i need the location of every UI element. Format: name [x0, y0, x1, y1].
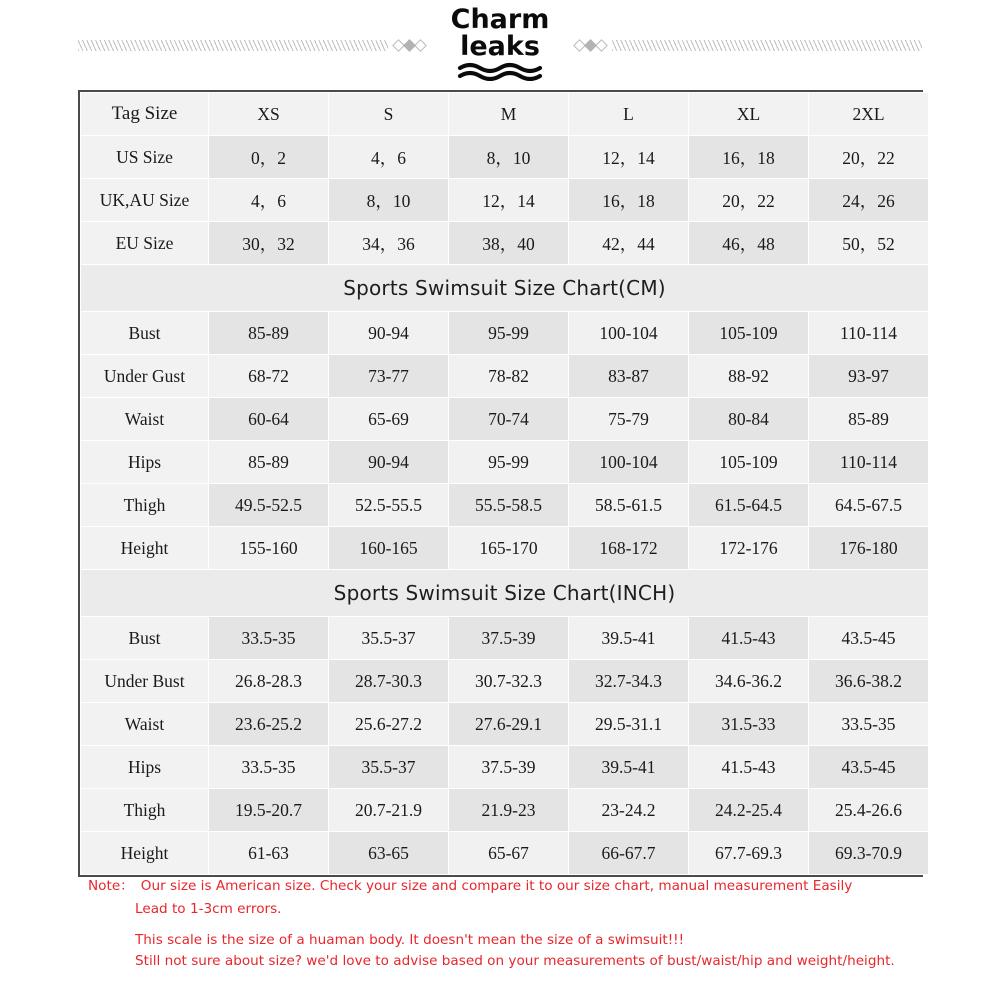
row-header-cm: Thigh [81, 484, 208, 526]
cell-inch: 66-67.7 [569, 832, 688, 874]
cell-cm: 52.5-55.5 [329, 484, 448, 526]
cell-size: 50，52 [809, 222, 928, 264]
cell-cm: 49.5-52.5 [209, 484, 328, 526]
column-header-size: XS [209, 93, 328, 135]
wave-icon [0, 62, 1000, 81]
cell-size: 8，10 [329, 179, 448, 221]
cell-inch: 39.5-41 [569, 746, 688, 788]
cell-inch: 26.8-28.3 [209, 660, 328, 702]
table-row [81, 355, 928, 397]
size-chart-table [80, 92, 929, 875]
row-header-size: EU Size [81, 222, 208, 264]
brand-name-line2: leaks [460, 30, 540, 62]
row-header-inch: Thigh [81, 789, 208, 831]
cell-cm: 58.5-61.5 [569, 484, 688, 526]
cell-cm: 90-94 [329, 441, 448, 483]
cell-inch: 29.5-31.1 [569, 703, 688, 745]
cell-size: 46，48 [689, 222, 808, 264]
cell-inch: 39.5-41 [569, 617, 688, 659]
cell-cm: 100-104 [569, 312, 688, 354]
table-row [81, 312, 928, 354]
cell-inch: 43.5-45 [809, 746, 928, 788]
cell-size: 4，6 [209, 179, 328, 221]
cell-cm: 55.5-58.5 [449, 484, 568, 526]
cell-inch: 23.6-25.2 [209, 703, 328, 745]
cell-inch: 36.6-38.2 [809, 660, 928, 702]
cell-inch: 61-63 [209, 832, 328, 874]
cell-size: 20，22 [809, 136, 928, 178]
cell-cm: 85-89 [209, 441, 328, 483]
cell-size: 24，26 [809, 179, 928, 221]
cell-cm: 80-84 [689, 398, 808, 440]
cell-size: 4，6 [329, 136, 448, 178]
cell-inch: 24.2-25.4 [689, 789, 808, 831]
cell-cm: 85-89 [209, 312, 328, 354]
note-line-3: This scale is the size of a huaman body. It doesn't mean the size of a swimsuit!!! [135, 932, 685, 949]
column-header-label: Tag Size [81, 93, 208, 135]
cell-cm: 75-79 [569, 398, 688, 440]
row-header-cm: Height [81, 527, 208, 569]
cell-cm: 172-176 [689, 527, 808, 569]
row-header-size: UK,AU Size [81, 179, 208, 221]
cell-inch: 41.5-43 [689, 617, 808, 659]
cell-size: 20，22 [689, 179, 808, 221]
cell-inch: 34.6-36.2 [689, 660, 808, 702]
cell-inch: 65-67 [449, 832, 568, 874]
cell-cm: 155-160 [209, 527, 328, 569]
size-chart-body [81, 93, 928, 874]
section-banner-cm [81, 265, 928, 311]
note-line-1: Our size is American size. Check your size and compare it to our size chart, manual measurement Easily [140, 878, 853, 894]
cell-inch: 63-65 [329, 832, 448, 874]
cell-inch: 25.4-26.6 [809, 789, 928, 831]
cell-inch: 37.5-39 [449, 617, 568, 659]
cell-cm: 83-87 [569, 355, 688, 397]
cell-cm: 95-99 [449, 441, 568, 483]
table-row [81, 136, 928, 178]
cell-inch: 35.5-37 [329, 617, 448, 659]
cell-inch: 41.5-43 [689, 746, 808, 788]
cell-cm: 61.5-64.5 [689, 484, 808, 526]
row-header-inch: Waist [81, 703, 208, 745]
row-header-inch: Bust [81, 617, 208, 659]
cell-size: 38，40 [449, 222, 568, 264]
cell-inch: 33.5-35 [209, 617, 328, 659]
table-row [81, 527, 928, 569]
note-label: Note： [88, 878, 134, 894]
cell-inch: 67.7-69.3 [689, 832, 808, 874]
column-header-size: 2XL [809, 93, 928, 135]
note-line-4: Still not sure about size? we'd love to advise based on your measurements of bust/waist/hip and weight/height. [135, 952, 895, 969]
brand-name-line1: Charm [450, 4, 550, 35]
brand-logo [0, 6, 1000, 81]
cell-cm: 88-92 [689, 355, 808, 397]
cell-size: 30，32 [209, 222, 328, 264]
column-header-size: M [449, 93, 568, 135]
cell-cm: 165-170 [449, 527, 568, 569]
cell-inch: 33.5-35 [209, 746, 328, 788]
cell-cm: 160-165 [329, 527, 448, 569]
section-banner-inch [81, 570, 928, 616]
table-row [81, 398, 928, 440]
cell-inch: 31.5-33 [689, 703, 808, 745]
note-line-2: Lead to 1-3cm errors. [135, 900, 282, 917]
cell-cm: 105-109 [689, 312, 808, 354]
cell-cm: 73-77 [329, 355, 448, 397]
cell-inch: 30.7-32.3 [449, 660, 568, 702]
section-banner-cm-text: Sports Swimsuit Size Chart(CM) [81, 265, 928, 311]
table-row [81, 617, 928, 659]
cell-inch: 20.7-21.9 [329, 789, 448, 831]
cell-inch: 69.3-70.9 [809, 832, 928, 874]
note-first-row [88, 880, 948, 894]
cell-inch: 33.5-35 [809, 703, 928, 745]
cell-cm: 100-104 [569, 441, 688, 483]
section-banner-inch-text: Sports Swimsuit Size Chart(INCH) [81, 570, 928, 616]
table-row [81, 484, 928, 526]
cell-inch: 23-24.2 [569, 789, 688, 831]
table-row [81, 179, 928, 221]
table-row [81, 703, 928, 745]
cell-cm: 64.5-67.5 [809, 484, 928, 526]
table-row [81, 746, 928, 788]
cell-size: 12，14 [449, 179, 568, 221]
cell-cm: 85-89 [809, 398, 928, 440]
notes-block [88, 880, 948, 975]
cell-cm: 110-114 [809, 312, 928, 354]
row-header-inch: Height [81, 832, 208, 874]
table-row [81, 222, 928, 264]
column-header-size: XL [689, 93, 808, 135]
cell-cm: 65-69 [329, 398, 448, 440]
column-header-size: S [329, 93, 448, 135]
size-chart-table-container [78, 90, 923, 877]
cell-cm: 105-109 [689, 441, 808, 483]
cell-cm: 110-114 [809, 441, 928, 483]
cell-inch: 37.5-39 [449, 746, 568, 788]
cell-size: 42，44 [569, 222, 688, 264]
row-header-size: US Size [81, 136, 208, 178]
cell-inch: 25.6-27.2 [329, 703, 448, 745]
cell-inch: 43.5-45 [809, 617, 928, 659]
column-header-size: L [569, 93, 688, 135]
cell-cm: 168-172 [569, 527, 688, 569]
cell-cm: 68-72 [209, 355, 328, 397]
row-header-cm: Bust [81, 312, 208, 354]
cell-size: 34，36 [329, 222, 448, 264]
cell-inch: 28.7-30.3 [329, 660, 448, 702]
table-row [81, 660, 928, 702]
cell-cm: 60-64 [209, 398, 328, 440]
cell-inch: 27.6-29.1 [449, 703, 568, 745]
cell-cm: 70-74 [449, 398, 568, 440]
cell-inch: 19.5-20.7 [209, 789, 328, 831]
row-header-cm: Under Gust [81, 355, 208, 397]
row-header-cm: Hips [81, 441, 208, 483]
cell-cm: 176-180 [809, 527, 928, 569]
table-row [81, 789, 928, 831]
row-header-inch: Hips [81, 746, 208, 788]
cell-cm: 95-99 [449, 312, 568, 354]
cell-size: 0，2 [209, 136, 328, 178]
cell-cm: 90-94 [329, 312, 448, 354]
cell-inch: 35.5-37 [329, 746, 448, 788]
row-header-inch: Under Bust [81, 660, 208, 702]
cell-inch: 32.7-34.3 [569, 660, 688, 702]
cell-size: 16，18 [689, 136, 808, 178]
cell-cm: 93-97 [809, 355, 928, 397]
table-row [81, 832, 928, 874]
cell-size: 8，10 [449, 136, 568, 178]
table-header-row [81, 93, 928, 135]
cell-inch: 21.9-23 [449, 789, 568, 831]
cell-cm: 78-82 [449, 355, 568, 397]
table-row [81, 441, 928, 483]
cell-size: 16，18 [569, 179, 688, 221]
cell-size: 12，14 [569, 136, 688, 178]
page-header [0, 0, 1000, 88]
row-header-cm: Waist [81, 398, 208, 440]
